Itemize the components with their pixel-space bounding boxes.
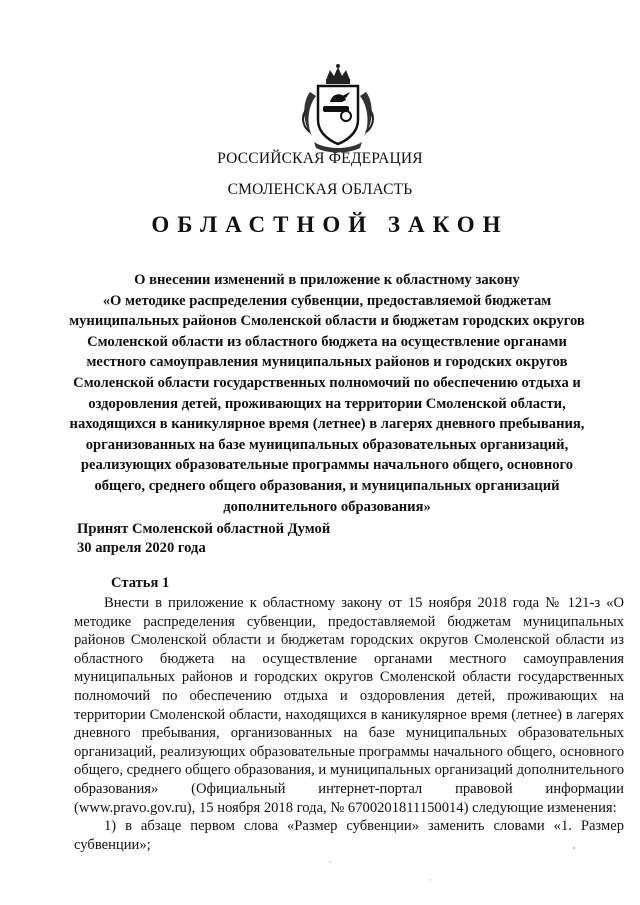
article-item-1: 1) в абзаце первом слова «Размер субвенции» заменить словами «1. Размер субвенции»; [74, 818, 624, 853]
title-line: общего, среднего общего образования, и муниципальных организаций [94, 477, 560, 494]
title-line: О внесении изменений в приложение к областному закону [134, 272, 520, 288]
title-line: муниципальных районов Смоленской области и бюджетам городских округов [69, 313, 585, 330]
title-line: дополнительного образования» [223, 498, 431, 515]
adoption-date: 30 апреля 2020 года [77, 540, 206, 556]
smolensk-coat-of-arms-icon [296, 62, 380, 154]
title-line: местного самоуправления муниципальных районов и городских округов [86, 354, 568, 371]
title-line: Смоленской области государственных полномочий по обеспечению отдыха и [73, 374, 581, 391]
adopted-by: Принят Смоленской областной Думой [77, 521, 331, 537]
title-line: реализующих образовательные программы начального общего, основного [80, 457, 574, 474]
adoption-info [77, 520, 477, 558]
title-line: «О методике распределения субвенции, предоставляемой бюджетам [102, 292, 552, 309]
title-line: находящихся в каникулярное время (летнее) в лагерях дневного пребывания, [69, 416, 585, 433]
title-line: организованных на базе муниципальных образовательных организаций, [85, 436, 569, 453]
article-body [74, 594, 624, 854]
article-heading: Статья 1 [111, 575, 170, 591]
title-line: оздоровления детей, проживающих на территории Смоленской области, [88, 395, 566, 412]
title-line: Смоленской области из областного бюджета на осуществление органами [87, 333, 567, 350]
document-type-heading: ОБЛАСТНОЙ ЗАКОН [151, 212, 509, 237]
region-name: СМОЛЕНСКАЯ ОБЛАСТЬ [227, 181, 413, 198]
country-name: РОССИЙСКАЯ ФЕДЕРАЦИЯ [217, 150, 423, 167]
law-title [62, 270, 592, 517]
article-intro-paragraph: Внести в приложение к областному закону от 15 ноября 2018 года № 121-з «О методике распределения субвенции, предоставляемой бюджетам муниципальных районов Смоленской области и бюджетам городских округов Смоленской области из областного бюджета на осуществление органами местного самоуправления муниципальных районов и городских округов Смоленской области государственных полномочий по обеспечению отдыха и оздоровления детей, проживающих на территории Смоленской области, находящихся в каникулярное время (летнее) в лагерях дневного пребывания, организованных на базе муниципальных образовательных организаций, реализующих образовательные программы начального общего, основного общего, среднего общего образования, и муниципальных организаций дополнительного образования» (Официальный интернет-портал правовой информации (www.pravo.gov.ru), 15 ноября 2018 года, № 6700201811150014) следующие изменения: [74, 595, 624, 816]
